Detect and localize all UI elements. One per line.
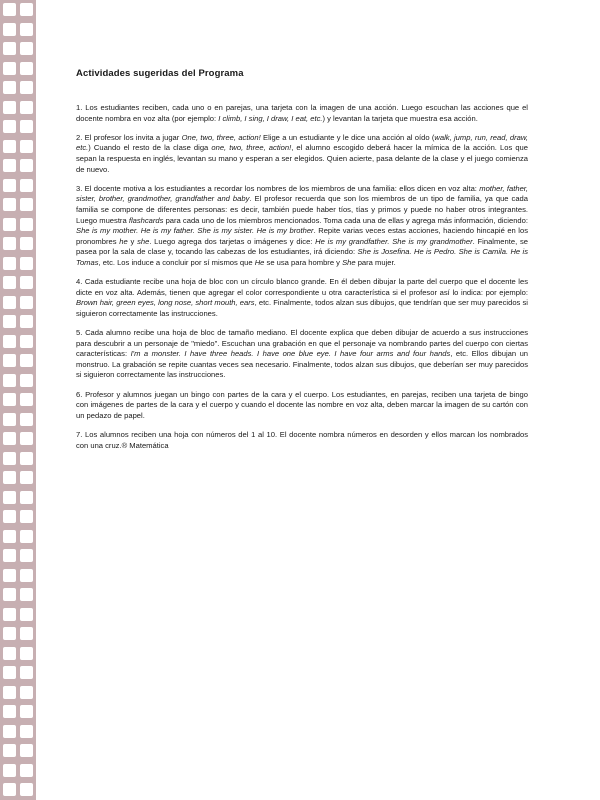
example-phrase: Brown hair, green eyes, long nose, short mouth, ears <box>76 298 255 308</box>
sidebar-square <box>3 374 16 387</box>
paragraph-text: Profesor y alumnos juegan un bingo con partes de la cara y el cuerpo. Los estudiantes, en parejas, reciben una tarjeta de bingo con imágenes de partes de la cara y el cuerpo y cuando el docente las nombre en voz alta, deben marcar la imagen de su cartón con un pedazo de papel. <box>76 389 528 420</box>
sidebar-square <box>20 62 33 75</box>
page-content <box>76 68 528 460</box>
sidebar-square <box>3 647 16 660</box>
sidebar-square <box>20 276 33 289</box>
example-phrase: mother, father, sister, brother, grandmother, grandfather and baby <box>76 183 529 204</box>
sidebar-square <box>20 218 33 231</box>
example-phrase: One, two, three, action! <box>181 132 261 142</box>
sidebar-square <box>3 218 16 231</box>
example-phrase: I climb, I sing, I draw, I eat, etc. <box>218 113 323 123</box>
sidebar-square <box>3 491 16 504</box>
paragraph-text: , etc. Los induce a concluir por sí mismos que <box>98 257 255 267</box>
activity-paragraph <box>76 328 528 381</box>
sidebar-square <box>3 725 16 738</box>
example-phrase: She is Josefina. He is Pedro. She is Camila. He is Tomas <box>76 247 529 267</box>
activity-paragraph <box>76 133 528 175</box>
sidebar-square <box>20 101 33 114</box>
sidebar-square <box>3 452 16 465</box>
sidebar-square <box>3 627 16 640</box>
sidebar-square <box>3 510 16 523</box>
sidebar-square <box>20 764 33 777</box>
example-phrase: one, two, three, action! <box>211 143 292 153</box>
sidebar-square <box>20 452 33 465</box>
sidebar-square <box>20 608 33 621</box>
example-phrase: He is my grandfather. She is my grandmother <box>315 236 473 246</box>
sidebar-square <box>20 432 33 445</box>
sidebar-square <box>20 549 33 562</box>
decorative-sidebar <box>0 0 36 800</box>
sidebar-square <box>3 744 16 757</box>
paragraph-text: . Luego agrega dos tarjetas o imágenes y dice: <box>149 236 316 246</box>
sidebar-square <box>20 569 33 582</box>
paragraph-text: ) y levantan la tarjeta que muestra esa acción. <box>322 113 478 123</box>
sidebar-square <box>3 42 16 55</box>
sidebar-square <box>3 140 16 153</box>
paragraph-text: Cada estudiante recibe una hoja de bloc con un círculo blanco grande. En él deben dibujar la parte del cuerpo que el docente les dicte en voz alta. Además, tienen que agregar el color correspondiente u otra característica si el profesor así lo indica: por ejemplo: <box>76 277 528 297</box>
sidebar-square <box>20 81 33 94</box>
example-phrase: flashcards <box>128 215 164 225</box>
sidebar-square <box>20 354 33 367</box>
paragraph-text: , etc. Ellos dibujan un monstruo. La grabación se repite cuantas veces sea necesario. Finalmente, todos alzan sus dibujos, que deberían ser muy parecidos si siguieron correctamente las instrucciones. <box>76 349 529 380</box>
activity-paragraph <box>76 103 528 124</box>
sidebar-square <box>3 705 16 718</box>
sidebar-square <box>20 179 33 192</box>
paragraph-text: , el alumno escogido deberá hacer la mímica de la acción. Los que sepan la respuesta en inglés, levantan su mano y esperan a ser elegidos. Quien acierte, pasa delante de la clase y el juego comienza de nuevo. <box>76 143 529 174</box>
activity-paragraph <box>76 430 528 451</box>
sidebar-square <box>3 81 16 94</box>
example-phrase: He <box>254 257 265 267</box>
sidebar-square <box>3 569 16 582</box>
sidebar-square <box>3 393 16 406</box>
sidebar-square <box>3 257 16 270</box>
activities-list <box>76 103 528 451</box>
paragraph-text: . Finalmente, se pasea por la sala de clase y, tocando las cabezas de los estudiantes, irá diciendo: <box>76 236 528 257</box>
sidebar-square <box>3 23 16 36</box>
sidebar-square <box>20 393 33 406</box>
sidebar-square <box>3 588 16 601</box>
sidebar-square <box>20 257 33 270</box>
sidebar-square <box>3 686 16 699</box>
sidebar-square <box>20 413 33 426</box>
sidebar-square <box>20 198 33 211</box>
paragraph-text: para cada uno de los miembros mencionados. Toma cada una de ellas y agrega más información, diciendo: <box>163 215 528 225</box>
activity-paragraph <box>76 390 528 422</box>
activity-number: 2. <box>76 132 83 142</box>
example-phrase: She is my mother. He is my father. She is my sister. He is my brother <box>76 226 314 236</box>
example-phrase: She <box>342 257 356 267</box>
sidebar-square <box>20 42 33 55</box>
sidebar-square <box>20 120 33 133</box>
sidebar-square <box>20 725 33 738</box>
sidebar-square <box>3 764 16 777</box>
paragraph-text: para mujer. <box>355 257 396 267</box>
sidebar-square <box>3 432 16 445</box>
page-title: Actividades sugeridas del Programa <box>76 68 244 79</box>
example-phrase: I'm a monster. I have three heads. I have one blue eye. I have four arms and four hands <box>130 349 451 359</box>
paragraph-text: El profesor los invita a jugar <box>82 132 182 142</box>
paragraph-text: . El profesor recuerda que son los miembros de un tipo de familia, ya que cada familia se compone de diferentes personas: es decir, también puede haber tíos, tías y primos y puede no haber otros integrantes. Luego muestra <box>76 194 528 225</box>
sidebar-square <box>3 62 16 75</box>
activity-number: 3. <box>76 183 83 193</box>
example-phrase: she <box>137 236 150 246</box>
activity-number: 5. <box>76 328 83 338</box>
sidebar-square <box>20 237 33 250</box>
sidebar-square <box>20 140 33 153</box>
sidebar-square <box>20 588 33 601</box>
activity-number: 1. <box>76 103 83 112</box>
sidebar-square <box>20 530 33 543</box>
sidebar-square <box>3 315 16 328</box>
sidebar-square <box>3 159 16 172</box>
paragraph-text: se usa para hombre y <box>264 257 343 267</box>
paragraph-text: y <box>127 236 138 246</box>
sidebar-square <box>3 783 16 796</box>
paragraph-text: . Repite varias veces estas acciones, haciendo hincapié en los pronombres <box>76 226 529 246</box>
sidebar-square <box>20 510 33 523</box>
sidebar-square <box>20 296 33 309</box>
sidebar-square <box>20 374 33 387</box>
paragraph-text: Los alumnos reciben una hoja con números del 1 al 10. El docente nombra números en desorden y ellos marcan los nombrados con una cruz.® Matemática <box>76 430 528 450</box>
sidebar-square <box>3 354 16 367</box>
activity-paragraph <box>76 184 528 269</box>
sidebar-square <box>3 530 16 543</box>
activity-number: 4. <box>76 277 83 287</box>
sidebar-square <box>3 3 16 16</box>
sidebar-square <box>3 276 16 289</box>
sidebar-square <box>3 335 16 348</box>
paragraph-text: Cada alumno recibe una hoja de bloc de tamaño mediano. El docente explica que deben dibujar de acuerdo a sus instrucciones para descubrir a un personaje de "miedo". Escuchan una grabación en que el personaje va nombrando partes del cuerpo con ciertas características: <box>76 328 528 359</box>
sidebar-square <box>20 705 33 718</box>
sidebar-square <box>20 335 33 348</box>
sidebar-square <box>3 101 16 114</box>
sidebar-square <box>3 549 16 562</box>
sidebar-square <box>20 315 33 328</box>
sidebar-square <box>20 647 33 660</box>
sidebar-square <box>3 471 16 484</box>
sidebar-square <box>3 179 16 192</box>
sidebar-square <box>3 120 16 133</box>
paragraph-text: ) Cuando el resto de la clase diga <box>88 143 212 153</box>
example-phrase: walk, jump, run, read, draw, etc. <box>76 132 529 153</box>
sidebar-square <box>20 627 33 640</box>
sidebar-square <box>3 666 16 679</box>
sidebar-square <box>20 686 33 699</box>
sidebar-square <box>20 783 33 796</box>
sidebar-square <box>3 198 16 211</box>
sidebar-square <box>20 23 33 36</box>
sidebar-square <box>3 296 16 309</box>
sidebar-square <box>3 237 16 250</box>
activity-number: 7. <box>76 430 83 439</box>
paragraph-text: Los estudiantes reciben, cada uno o en parejas, una tarjeta con la imagen de una acción. Luego escuchan las acciones que el docente nombra en voz alta (por ejemplo: <box>76 103 528 123</box>
sidebar-square <box>20 744 33 757</box>
sidebar-square <box>20 471 33 484</box>
activity-paragraph <box>76 277 528 319</box>
sidebar-square <box>3 413 16 426</box>
paragraph-text: Elige a un estudiante y le dice una acción al oído ( <box>260 132 435 142</box>
sidebar-square <box>3 608 16 621</box>
sidebar-square <box>20 159 33 172</box>
sidebar-square <box>20 666 33 679</box>
sidebar-square <box>20 491 33 504</box>
sidebar-square <box>20 3 33 16</box>
paragraph-text: El docente motiva a los estudiantes a recordar los nombres de los miembros de una familia: ellos dicen en voz alta: <box>82 183 480 193</box>
paragraph-text: , etc. Finalmente, todos alzan sus dibujos, que tendrían que ser muy parecidos si siguieron correctamente las instrucciones. <box>76 298 528 318</box>
example-phrase: he <box>119 236 128 246</box>
activity-number: 6. <box>76 389 83 399</box>
